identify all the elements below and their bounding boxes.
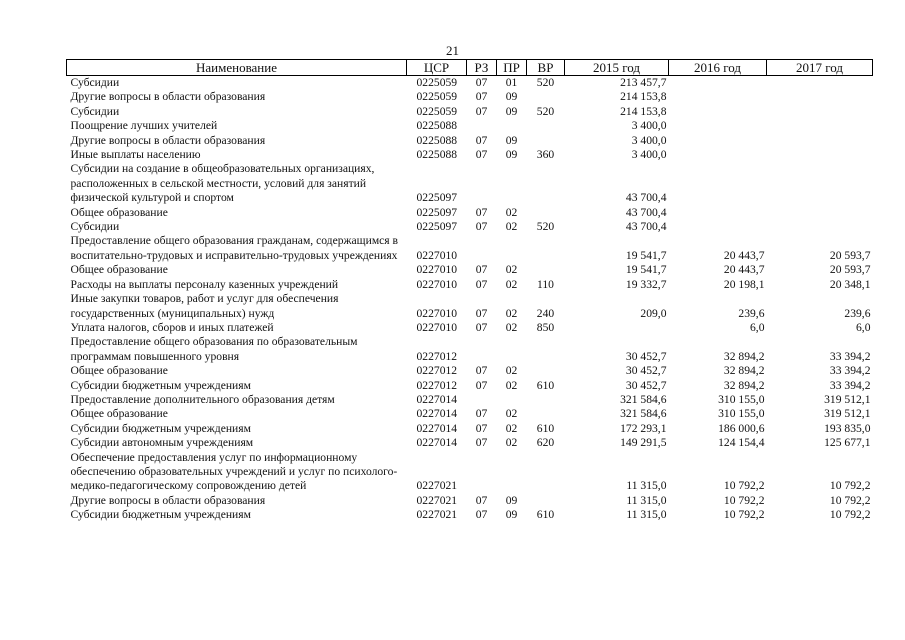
cell-rz: 07 — [475, 277, 488, 291]
cell-vr: 520 — [536, 76, 555, 89]
cell-2016: 186 000,6 — [718, 421, 765, 435]
cell-name: Другие вопросы в области образования — [70, 133, 266, 147]
table-row — [67, 422, 873, 436]
cell-vr: 850 — [536, 320, 555, 334]
cell-name: Уплата налогов, сборов и иных платежей — [70, 320, 274, 334]
cell-2015 — [565, 321, 669, 335]
cell-2016: 310 155,0 — [718, 392, 765, 406]
cell-2016: 20 443,7 — [723, 263, 765, 277]
cell-2017: 10 792,2 — [829, 493, 871, 507]
cell-vr: 610 — [536, 508, 555, 522]
cell-csr: 0227021 — [416, 479, 458, 493]
cell-vr: 240 — [536, 306, 555, 320]
cell-2015: 214 153,8 — [620, 90, 667, 104]
column-header-csr: ЦСР — [407, 60, 467, 76]
cell-pr — [497, 119, 527, 133]
table-row — [67, 148, 873, 162]
cell-2017: 125 677,1 — [824, 436, 871, 450]
table-row — [67, 407, 873, 421]
cell-vr: 610 — [536, 378, 555, 392]
cell-2016: 10 792,2 — [723, 493, 765, 507]
cell-pr: 01 — [505, 76, 518, 89]
cell-rz: 07 — [475, 364, 488, 378]
table-row — [67, 234, 873, 263]
cell-pr: 09 — [505, 133, 518, 147]
cell-name: Субсидии — [70, 220, 120, 234]
cell-2016: 6,0 — [750, 320, 765, 334]
table-row — [67, 494, 873, 508]
cell-2015: 11 315,0 — [626, 508, 667, 522]
cell-2016 — [669, 148, 767, 162]
table-row — [67, 292, 873, 321]
budget-table — [66, 59, 873, 523]
cell-2017: 33 394,2 — [829, 349, 871, 363]
cell-name: Субсидии — [70, 104, 120, 118]
cell-2015: 321 584,6 — [620, 392, 667, 406]
cell-name: Субсидии бюджетным учреждениям — [70, 508, 251, 522]
cell-2017: 20 593,7 — [829, 248, 871, 262]
cell-2016: 10 792,2 — [723, 479, 765, 493]
cell-name: Предоставление дополнительного образования детям — [70, 392, 335, 406]
cell-vr — [527, 407, 565, 421]
cell-2017: 20 348,1 — [829, 277, 871, 291]
column-header-rz: РЗ — [467, 60, 497, 76]
table-header — [67, 60, 873, 76]
cell-name: Иные выплаты населению — [70, 148, 201, 162]
cell-2017 — [767, 220, 873, 234]
cell-csr: 0227012 — [416, 349, 458, 363]
cell-2015: 3 400,0 — [631, 119, 667, 133]
table-row — [67, 508, 873, 522]
cell-pr — [497, 393, 527, 407]
table-row — [67, 206, 873, 220]
cell-2015: 19 332,7 — [625, 277, 667, 291]
cell-2016: 310 155,0 — [718, 407, 765, 421]
cell-2016 — [669, 134, 767, 148]
cell-pr — [497, 162, 527, 205]
cell-rz: 07 — [475, 421, 488, 435]
cell-vr — [527, 134, 565, 148]
cell-2017 — [767, 105, 873, 119]
table-row — [67, 76, 873, 91]
cell-2016 — [669, 76, 767, 91]
cell-csr: 0225097 — [416, 191, 458, 205]
cell-2016 — [669, 119, 767, 133]
cell-pr: 09 — [505, 508, 518, 522]
cell-csr: 0227014 — [416, 421, 458, 435]
table-row — [67, 393, 873, 407]
cell-rz: 07 — [475, 407, 488, 421]
cell-name: Поощрение лучших учителей — [70, 119, 218, 133]
cell-name: Предоставление общего образования гражданам, содержащимся в воспитательно-трудовых и исправительно-трудовых учреждениях — [70, 234, 399, 262]
cell-2016: 124 154,4 — [718, 436, 765, 450]
cell-rz: 07 — [475, 493, 488, 507]
cell-csr: 0227010 — [416, 306, 458, 320]
cell-pr: 09 — [505, 104, 518, 118]
cell-vr: 520 — [536, 220, 555, 234]
cell-name: Общее образование — [70, 205, 168, 219]
cell-2017: 20 593,7 — [829, 263, 871, 277]
cell-2015: 3 400,0 — [631, 133, 667, 147]
cell-name: Общее образование — [70, 263, 168, 277]
cell-csr: 0225097 — [416, 205, 458, 219]
cell-2015: 149 291,5 — [620, 436, 667, 450]
cell-2016: 32 894,2 — [723, 349, 765, 363]
cell-name: Иные закупки товаров, работ и услуг для обеспечения государственных (муниципальных) нужд — [70, 292, 339, 320]
cell-2015: 30 452,7 — [625, 349, 667, 363]
cell-rz — [467, 335, 497, 364]
cell-rz — [467, 162, 497, 205]
cell-vr — [527, 234, 565, 263]
cell-csr: 0227010 — [416, 263, 458, 277]
cell-2017: 239,6 — [844, 306, 871, 320]
cell-2016: 32 894,2 — [723, 378, 765, 392]
cell-name: Субсидии бюджетным учреждениям — [70, 378, 251, 392]
cell-vr: 620 — [536, 436, 555, 450]
cell-pr: 09 — [505, 493, 518, 507]
cell-rz: 07 — [475, 76, 488, 89]
cell-2016: 10 792,2 — [723, 508, 765, 522]
cell-pr: 02 — [505, 436, 518, 450]
cell-pr: 02 — [505, 320, 518, 334]
cell-vr — [527, 263, 565, 277]
cell-2015: 43 700,4 — [625, 191, 667, 205]
cell-pr: 02 — [505, 306, 518, 320]
cell-rz: 07 — [475, 320, 488, 334]
cell-2015: 11 315,0 — [626, 493, 667, 507]
column-header-name: Наименование — [67, 60, 407, 76]
cell-2015: 11 315,0 — [626, 479, 667, 493]
cell-csr: 0227014 — [416, 407, 458, 421]
cell-csr: 0227010 — [416, 248, 458, 262]
cell-2016 — [669, 220, 767, 234]
cell-2017 — [767, 206, 873, 220]
table-row — [67, 119, 873, 133]
cell-pr — [497, 234, 527, 263]
cell-pr — [497, 451, 527, 494]
cell-vr: 610 — [536, 421, 555, 435]
table-row — [67, 364, 873, 378]
cell-2016: 239,6 — [738, 306, 765, 320]
cell-csr: 0227014 — [416, 392, 458, 406]
cell-2017 — [767, 134, 873, 148]
cell-csr: 0227014 — [416, 436, 458, 450]
cell-2017: 33 394,2 — [829, 364, 871, 378]
cell-vr — [527, 364, 565, 378]
cell-vr — [527, 451, 565, 494]
cell-2015: 19 541,7 — [625, 263, 667, 277]
cell-2015: 209,0 — [640, 306, 667, 320]
cell-2017: 33 394,2 — [829, 378, 871, 392]
cell-pr: 09 — [505, 90, 518, 104]
page-number: 21 — [446, 43, 459, 58]
cell-2017: 193 835,0 — [824, 421, 871, 435]
cell-csr: 0227010 — [416, 320, 458, 334]
cell-2015: 172 293,1 — [620, 421, 667, 435]
column-header-2015: 2015 год — [565, 60, 669, 76]
cell-rz: 07 — [475, 205, 488, 219]
cell-csr: 0227010 — [416, 277, 458, 291]
cell-csr: 0225059 — [416, 90, 458, 104]
column-header-vr: ВР — [527, 60, 565, 76]
cell-vr: 360 — [536, 148, 555, 162]
table-body — [67, 76, 873, 523]
cell-csr: 0227021 — [416, 493, 458, 507]
cell-2015: 214 153,8 — [620, 104, 667, 118]
cell-name: Предоставление общего образования по образовательным программам повышенного уровня — [70, 335, 358, 363]
cell-2017: 319 512,1 — [824, 407, 871, 421]
table-row — [67, 162, 873, 205]
cell-name: Расходы на выплаты персоналу казенных учреждений — [70, 277, 339, 291]
cell-rz: 07 — [475, 90, 488, 104]
cell-rz — [467, 119, 497, 133]
cell-2016: 20 198,1 — [723, 277, 765, 291]
table-row — [67, 436, 873, 450]
cell-rz — [467, 234, 497, 263]
cell-2015: 43 700,4 — [625, 205, 667, 219]
table-row — [67, 335, 873, 364]
cell-pr: 02 — [505, 407, 518, 421]
cell-2017 — [767, 90, 873, 104]
cell-2015: 30 452,7 — [625, 364, 667, 378]
cell-2015: 3 400,0 — [631, 148, 667, 162]
cell-csr: 0225059 — [416, 76, 458, 89]
cell-rz: 07 — [475, 263, 488, 277]
column-header-pr: ПР — [497, 60, 527, 76]
cell-name: Субсидии автономным учреждениям — [70, 436, 254, 450]
cell-vr — [527, 206, 565, 220]
table-row — [67, 90, 873, 104]
cell-2015: 19 541,7 — [625, 248, 667, 262]
cell-csr: 0225097 — [416, 220, 458, 234]
cell-name: Субсидии бюджетным учреждениям — [70, 421, 251, 435]
cell-name: Общее образование — [70, 364, 168, 378]
cell-2017: 10 792,2 — [829, 479, 871, 493]
cell-vr — [527, 119, 565, 133]
cell-vr: 110 — [537, 277, 554, 291]
cell-csr: 0227012 — [416, 364, 458, 378]
cell-2015: 30 452,7 — [625, 378, 667, 392]
table-row — [67, 321, 873, 335]
cell-2015: 321 584,6 — [620, 407, 667, 421]
cell-rz: 07 — [475, 436, 488, 450]
column-header-2016: 2016 год — [669, 60, 767, 76]
cell-2017 — [767, 119, 873, 133]
cell-pr: 02 — [505, 263, 518, 277]
cell-2017: 10 792,2 — [829, 508, 871, 522]
column-header-2017: 2017 год — [767, 60, 873, 76]
cell-2016 — [669, 90, 767, 104]
cell-vr — [527, 162, 565, 205]
cell-2016 — [669, 105, 767, 119]
cell-pr: 02 — [505, 421, 518, 435]
cell-csr: 0225088 — [416, 133, 458, 147]
cell-2017 — [767, 76, 873, 91]
cell-rz: 07 — [475, 378, 488, 392]
table-row — [67, 134, 873, 148]
cell-vr: 520 — [536, 104, 555, 118]
cell-rz: 07 — [475, 508, 488, 522]
cell-pr: 02 — [505, 277, 518, 291]
cell-pr: 02 — [505, 364, 518, 378]
cell-2015: 43 700,4 — [625, 220, 667, 234]
cell-csr: 0227012 — [416, 378, 458, 392]
cell-2016: 20 443,7 — [723, 248, 765, 262]
cell-2017: 319 512,1 — [824, 392, 871, 406]
cell-rz: 07 — [475, 104, 488, 118]
cell-csr: 0225059 — [416, 104, 458, 118]
cell-csr: 0225088 — [416, 148, 458, 162]
cell-vr — [527, 335, 565, 364]
cell-name: Обеспечение предоставления услуг по информационному обеспечению образовательных учреждений и услуг по психолого-медико-педагогическому сопровождению детей — [70, 450, 398, 493]
cell-rz — [467, 393, 497, 407]
table-row — [67, 105, 873, 119]
cell-2015: 213 457,7 — [620, 76, 667, 89]
cell-2017 — [767, 162, 873, 205]
cell-rz: 07 — [475, 133, 488, 147]
cell-csr: 0225088 — [416, 119, 458, 133]
cell-pr: 02 — [505, 378, 518, 392]
cell-rz: 07 — [475, 220, 488, 234]
cell-name: Субсидии на создание в общеобразовательных организациях, расположенных в сельской местности, условий для занятий физической культурой и спортом — [70, 162, 375, 205]
cell-pr: 02 — [505, 220, 518, 234]
cell-pr — [497, 335, 527, 364]
cell-rz — [467, 451, 497, 494]
cell-2017 — [767, 148, 873, 162]
cell-name: Субсидии — [70, 76, 120, 89]
table-row — [67, 220, 873, 234]
cell-pr: 02 — [505, 205, 518, 219]
cell-name: Общее образование — [70, 407, 168, 421]
cell-vr — [527, 393, 565, 407]
cell-rz: 07 — [475, 148, 488, 162]
cell-pr: 09 — [505, 148, 518, 162]
cell-2016 — [669, 206, 767, 220]
cell-2016 — [669, 162, 767, 205]
table-row — [67, 379, 873, 393]
table-row — [67, 451, 873, 494]
cell-vr — [527, 90, 565, 104]
cell-name: Другие вопросы в области образования — [70, 493, 266, 507]
table-row — [67, 263, 873, 277]
table-row — [67, 278, 873, 292]
cell-csr: 0227021 — [416, 508, 458, 522]
cell-vr — [527, 494, 565, 508]
cell-2016: 32 894,2 — [723, 364, 765, 378]
cell-rz: 07 — [475, 306, 488, 320]
cell-name: Другие вопросы в области образования — [70, 90, 266, 104]
cell-2017: 6,0 — [856, 320, 871, 334]
